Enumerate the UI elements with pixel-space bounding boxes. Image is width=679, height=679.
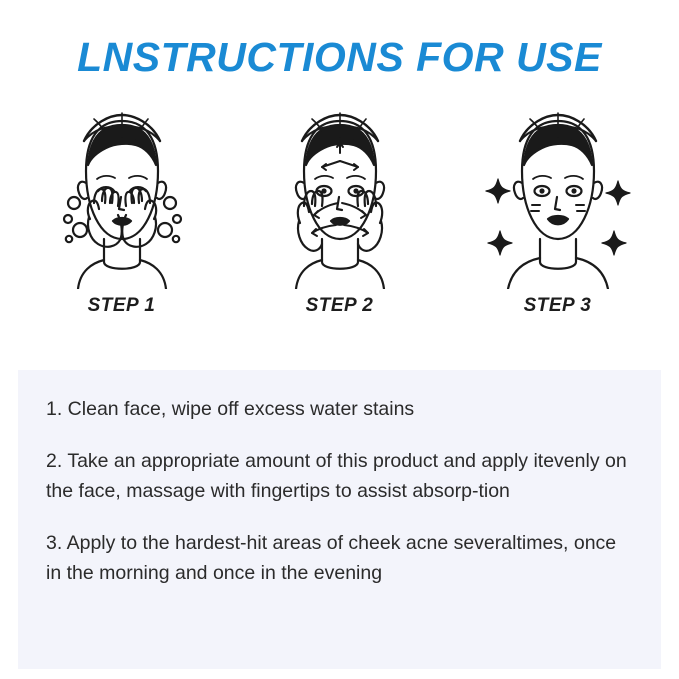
step-2 bbox=[245, 99, 435, 317]
steps-row bbox=[0, 99, 679, 317]
step-1 bbox=[27, 99, 217, 317]
face-glowing-sparkles-icon bbox=[468, 99, 648, 289]
instruction-item: 1. Clean face, wipe off excess water stains bbox=[46, 398, 415, 420]
face-massage-arrows-icon bbox=[250, 99, 430, 289]
step-3 bbox=[463, 99, 653, 317]
instruction-item: 3. Apply to the hardest-hit areas of cheek acne severaltimes, once in the morning and once in the evening bbox=[46, 532, 617, 584]
face-washing-with-hands-icon bbox=[32, 99, 212, 289]
instruction-item: 2. Take an appropriate amount of this product and apply itevenly on the face, massage with fingertips to assist absorp-tion bbox=[46, 450, 627, 502]
step-label: STEP 2 bbox=[305, 295, 374, 316]
instructions-panel bbox=[18, 370, 661, 669]
step-label: STEP 1 bbox=[87, 295, 156, 316]
page-title: LNSTRUCTIONS FOR USE bbox=[77, 34, 602, 80]
step-label: STEP 3 bbox=[523, 295, 592, 316]
